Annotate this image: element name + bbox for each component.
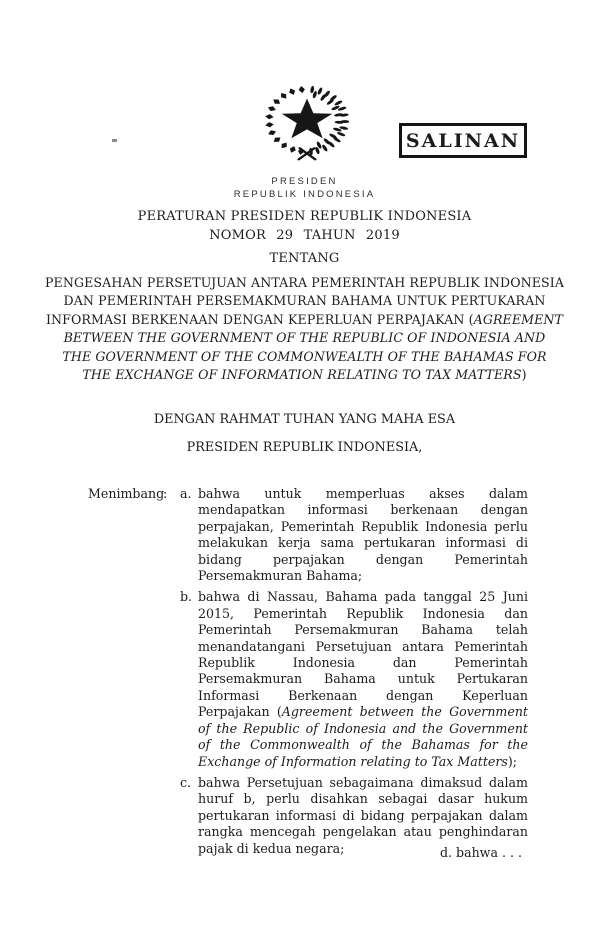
letterhead-presiden: PRESIDEN bbox=[271, 176, 338, 187]
subject-segment-italic: BETWEEN THE GOVERNMENT OF THE REPUBLIC OF INDONESIA AND bbox=[63, 330, 546, 346]
subject-segment-italic: THE GOVERNMENT OF THE COMMONWEALTH OF THE BAHAMAS FOR bbox=[62, 348, 547, 364]
item-text-segment: bahwa Persetujuan sebagaimana dimaksud dalam huruf b, perlu disahkan sebagai dasar hukum pertukaran informasi di bidang perpajakan dalam rangka mencegah pengelakan atau penghindaran pajak di kedua negara; bbox=[198, 774, 528, 856]
subject-title bbox=[0, 274, 609, 384]
subject-segment-italic: AGREEMENT bbox=[473, 311, 564, 327]
item-marker: b. bbox=[180, 589, 193, 605]
letterhead-republik-indonesia: REPUBLIK INDONESIA bbox=[233, 188, 376, 200]
invocation-line: DENGAN RAHMAT TUHAN YANG MAHA ESA bbox=[153, 412, 456, 427]
subject-line bbox=[0, 329, 609, 347]
item-text-segment: bahwa di Nassau, Bahama pada tanggal 25 Juni 2015, Pemerintah Republik Indonesia dan Pemerintah Persemakmuran Bahama telah menandatangani Persetujuan antara Pemerintah Republik Indonesia dan Pemerintah Persemakmuran Bahama untuk Pertukaran Informasi Berkenaan dengan Keperluan Perpajakan ( bbox=[198, 589, 528, 720]
item-text bbox=[198, 589, 528, 769]
considering-items bbox=[180, 486, 528, 862]
salinan-stamp-label: SALINAN bbox=[405, 129, 521, 152]
subject-segment: ) bbox=[521, 367, 527, 383]
considering-label: Menimbang bbox=[88, 486, 165, 501]
page-catchword: d. bahwa . . . bbox=[439, 845, 522, 860]
presidential-emblem-icon bbox=[265, 85, 349, 165]
item-marker: a. bbox=[180, 486, 192, 501]
regulation-number: NOMOR 29 TAHUN 2019 bbox=[209, 228, 400, 243]
considering-section bbox=[88, 486, 528, 862]
consideration-item bbox=[180, 589, 528, 769]
subject-line bbox=[0, 366, 609, 384]
subject-segment: PENGESAHAN PERSETUJUAN ANTARA PEMERINTAH REPUBLIK INDONESIA bbox=[44, 275, 565, 290]
tentang-label: TENTANG bbox=[269, 251, 340, 266]
consideration-item bbox=[180, 486, 528, 584]
subject-line bbox=[0, 274, 609, 292]
subject-segment: DAN PEMERINTAH PERSEMAKMURAN BAHAMA UNTUK PERTUKARAN bbox=[63, 293, 546, 309]
considering-colon: : bbox=[163, 486, 168, 501]
regulation-title: PERATURAN PRESIDEN REPUBLIK INDONESIA bbox=[137, 209, 472, 224]
item-text-segment: ); bbox=[507, 753, 518, 769]
subject-segment: INFORMASI BERKENAAN DENGAN KEPERLUAN PERPAJAKAN ( bbox=[45, 311, 474, 327]
letterhead bbox=[0, 176, 609, 201]
title-block bbox=[0, 207, 609, 268]
salinan-stamp bbox=[399, 123, 527, 158]
scan-speck bbox=[112, 139, 117, 142]
item-text bbox=[198, 486, 528, 584]
item-text-segment: bahwa untuk memperluas akses dalam mendapatkan informasi berkenaan dengan perpajakan, Pemerintah Republik Indonesia perlu melakukan kerja sama pertukaran informasi di bidang perpajakan dengan Pemerintah Persemakmuran Bahama; bbox=[198, 486, 528, 584]
authority-line: PRESIDEN REPUBLIK INDONESIA, bbox=[186, 440, 423, 455]
subject-line bbox=[0, 292, 609, 310]
subject-line bbox=[0, 348, 609, 366]
item-marker: c. bbox=[180, 774, 192, 790]
subject-line bbox=[0, 311, 609, 329]
item-text-segment-italic: Agreement between the Government of the Republic of Indonesia and the Government of the Commonwealth of the Bahamas for the Exchange of Information relating to Tax Matters bbox=[198, 704, 528, 769]
subject-segment-italic: THE EXCHANGE OF INFORMATION RELATING TO TAX MATTERS bbox=[82, 367, 522, 383]
